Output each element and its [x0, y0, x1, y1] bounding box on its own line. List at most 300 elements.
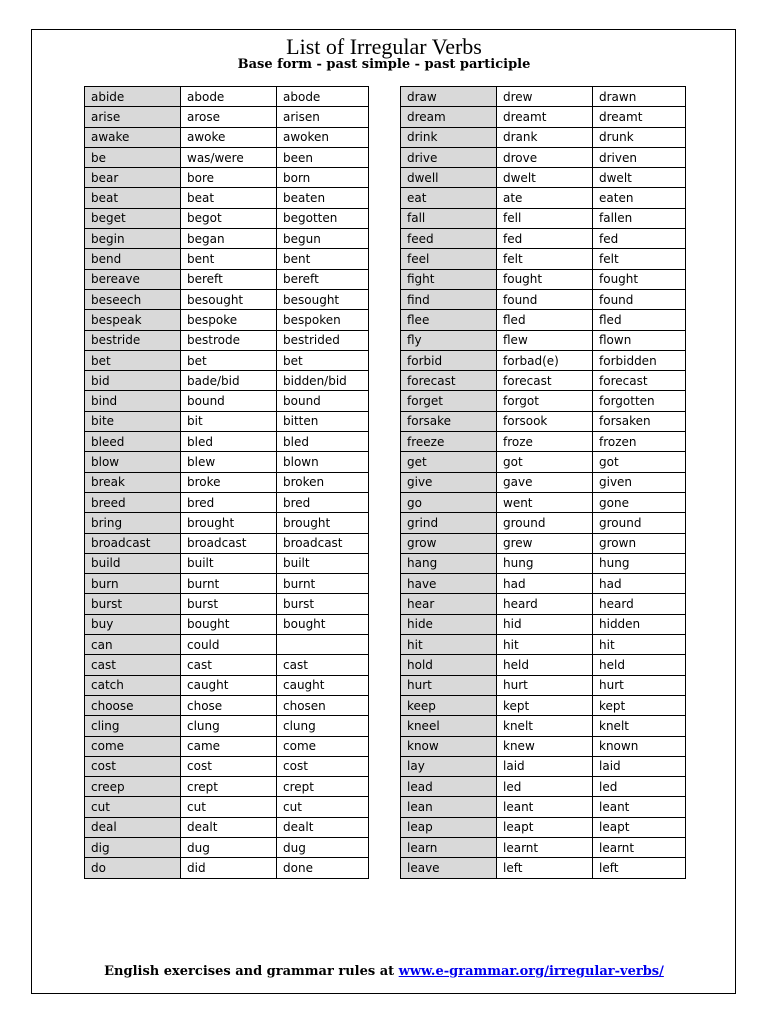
table-row [401, 168, 686, 188]
past-simple-cell: burnt [181, 574, 277, 594]
base-form-cell: leave [401, 858, 497, 878]
past-participle-cell: chosen [277, 695, 369, 715]
table-row [85, 533, 369, 553]
past-participle-cell: dealt [277, 817, 369, 837]
past-simple-cell: besought [181, 289, 277, 309]
past-simple-cell: knelt [497, 716, 593, 736]
past-participle-cell: leapt [593, 817, 686, 837]
past-simple-cell: hid [497, 614, 593, 634]
past-simple-cell: drove [497, 147, 593, 167]
base-form-cell: leap [401, 817, 497, 837]
table-row [401, 411, 686, 431]
past-participle-cell: besought [277, 289, 369, 309]
table-row [85, 513, 369, 533]
base-form-cell: lean [401, 797, 497, 817]
table-row [85, 635, 369, 655]
base-form-cell: eat [401, 188, 497, 208]
base-form-cell: cling [85, 716, 181, 736]
table-row [85, 837, 369, 857]
past-simple-cell: hit [497, 635, 593, 655]
table-row [401, 127, 686, 147]
base-form-cell: freeze [401, 432, 497, 452]
table-row [85, 330, 369, 350]
past-simple-cell: broadcast [181, 533, 277, 553]
past-participle-cell: dwelt [593, 168, 686, 188]
past-participle-cell: broken [277, 472, 369, 492]
base-form-cell: come [85, 736, 181, 756]
past-participle-cell: come [277, 736, 369, 756]
base-form-cell: fall [401, 208, 497, 228]
past-participle-cell: clung [277, 716, 369, 736]
past-simple-cell: forecast [497, 371, 593, 391]
base-form-cell: dwell [401, 168, 497, 188]
past-participle-cell: done [277, 858, 369, 878]
base-form-cell: hit [401, 635, 497, 655]
past-simple-cell: bent [181, 249, 277, 269]
past-simple-cell: heard [497, 594, 593, 614]
past-participle-cell: fed [593, 229, 686, 249]
table-row [401, 574, 686, 594]
past-participle-cell: built [277, 553, 369, 573]
past-participle-cell: frozen [593, 432, 686, 452]
table-row [401, 513, 686, 533]
past-participle-cell: drunk [593, 127, 686, 147]
table-row [401, 147, 686, 167]
past-simple-cell: ground [497, 513, 593, 533]
table-row [85, 777, 369, 797]
base-form-cell: forbid [401, 350, 497, 370]
table-row [85, 695, 369, 715]
base-form-cell: beget [85, 208, 181, 228]
past-simple-cell: fled [497, 310, 593, 330]
table-row [85, 675, 369, 695]
past-participle-cell: got [593, 452, 686, 472]
past-simple-cell: blew [181, 452, 277, 472]
base-form-cell: can [85, 635, 181, 655]
past-simple-cell: fed [497, 229, 593, 249]
table-row [401, 391, 686, 411]
past-participle-cell: bought [277, 614, 369, 634]
past-simple-cell: did [181, 858, 277, 878]
past-participle-cell: born [277, 168, 369, 188]
past-simple-cell: gave [497, 472, 593, 492]
footer-text: English exercises and grammar rules at [104, 964, 399, 979]
past-simple-cell: held [497, 655, 593, 675]
table-row [401, 614, 686, 634]
past-participle-cell: begun [277, 229, 369, 249]
past-participle-cell: forbidden [593, 350, 686, 370]
past-simple-cell: learnt [497, 837, 593, 857]
past-participle-cell: broadcast [277, 533, 369, 553]
past-participle-cell: leant [593, 797, 686, 817]
base-form-cell: flee [401, 310, 497, 330]
base-form-cell: hide [401, 614, 497, 634]
base-form-cell: be [85, 147, 181, 167]
past-simple-cell: hung [497, 553, 593, 573]
past-simple-cell: brought [181, 513, 277, 533]
table-row [401, 716, 686, 736]
past-simple-cell: built [181, 553, 277, 573]
past-simple-cell: burst [181, 594, 277, 614]
base-form-cell: hurt [401, 675, 497, 695]
table-row [85, 716, 369, 736]
past-simple-cell: bit [181, 411, 277, 431]
past-simple-cell: bereft [181, 269, 277, 289]
past-simple-cell: bade/bid [181, 371, 277, 391]
base-form-cell: bestride [85, 330, 181, 350]
table-row [85, 756, 369, 776]
past-participle-cell: eaten [593, 188, 686, 208]
base-form-cell: bleed [85, 432, 181, 452]
table-row [85, 87, 369, 107]
past-participle-cell: learnt [593, 837, 686, 857]
past-participle-cell: given [593, 472, 686, 492]
table-row [401, 837, 686, 857]
table-row [85, 411, 369, 431]
table-row [85, 452, 369, 472]
table-row [401, 472, 686, 492]
base-form-cell: give [401, 472, 497, 492]
base-form-cell: know [401, 736, 497, 756]
base-form-cell: arise [85, 107, 181, 127]
past-participle-cell: led [593, 777, 686, 797]
base-form-cell: choose [85, 695, 181, 715]
table-row [85, 472, 369, 492]
table-row [85, 289, 369, 309]
table-row [401, 797, 686, 817]
table-row [85, 858, 369, 878]
past-participle-cell: abode [277, 87, 369, 107]
past-participle-cell: heard [593, 594, 686, 614]
past-participle-cell: awoken [277, 127, 369, 147]
past-participle-cell: ground [593, 513, 686, 533]
past-participle-cell: held [593, 655, 686, 675]
past-simple-cell: dwelt [497, 168, 593, 188]
past-simple-cell: led [497, 777, 593, 797]
past-participle-cell: arisen [277, 107, 369, 127]
past-participle-cell: begotten [277, 208, 369, 228]
table-row [401, 350, 686, 370]
past-simple-cell: cast [181, 655, 277, 675]
base-form-cell: burst [85, 594, 181, 614]
table-row [401, 492, 686, 512]
past-participle-cell: brought [277, 513, 369, 533]
past-simple-cell: dreamt [497, 107, 593, 127]
table-row [85, 188, 369, 208]
page-title: List of Irregular Verbs [286, 34, 482, 59]
past-simple-cell: had [497, 574, 593, 594]
past-participle-cell: cut [277, 797, 369, 817]
past-simple-cell: bought [181, 614, 277, 634]
past-simple-cell: dug [181, 837, 277, 857]
base-form-cell: abide [85, 87, 181, 107]
past-participle-cell: fled [593, 310, 686, 330]
past-participle-cell: dreamt [593, 107, 686, 127]
past-simple-cell: fought [497, 269, 593, 289]
past-participle-cell: blown [277, 452, 369, 472]
base-form-cell: begin [85, 229, 181, 249]
table-row [85, 817, 369, 837]
past-participle-cell: hurt [593, 675, 686, 695]
base-form-cell: creep [85, 777, 181, 797]
past-participle-cell [277, 635, 369, 655]
base-form-cell: find [401, 289, 497, 309]
past-participle-cell: driven [593, 147, 686, 167]
table-row [85, 107, 369, 127]
past-simple-cell: forgot [497, 391, 593, 411]
table-row [401, 289, 686, 309]
table-row [401, 249, 686, 269]
past-simple-cell: ate [497, 188, 593, 208]
base-form-cell: grow [401, 533, 497, 553]
past-simple-cell: froze [497, 432, 593, 452]
base-form-cell: kneel [401, 716, 497, 736]
table-row [85, 391, 369, 411]
table-row [401, 371, 686, 391]
past-simple-cell: laid [497, 756, 593, 776]
past-simple-cell: left [497, 858, 593, 878]
table-row [401, 655, 686, 675]
past-simple-cell: dealt [181, 817, 277, 837]
past-simple-cell: bound [181, 391, 277, 411]
base-form-cell: broadcast [85, 533, 181, 553]
past-participle-cell: cast [277, 655, 369, 675]
past-participle-cell: bespoken [277, 310, 369, 330]
table-row [401, 736, 686, 756]
base-form-cell: forecast [401, 371, 497, 391]
past-participle-cell: bestrided [277, 330, 369, 350]
past-participle-cell: burnt [277, 574, 369, 594]
base-form-cell: dig [85, 837, 181, 857]
past-participle-cell: bled [277, 432, 369, 452]
base-form-cell: beseech [85, 289, 181, 309]
past-participle-cell: knelt [593, 716, 686, 736]
past-simple-cell: arose [181, 107, 277, 127]
past-simple-cell: was/were [181, 147, 277, 167]
past-participle-cell: known [593, 736, 686, 756]
base-form-cell: grind [401, 513, 497, 533]
past-simple-cell: bespoke [181, 310, 277, 330]
base-form-cell: bind [85, 391, 181, 411]
base-form-cell: cast [85, 655, 181, 675]
base-form-cell: hang [401, 553, 497, 573]
past-simple-cell: begot [181, 208, 277, 228]
base-form-cell: draw [401, 87, 497, 107]
past-simple-cell: went [497, 492, 593, 512]
past-participle-cell: beaten [277, 188, 369, 208]
table-row [401, 432, 686, 452]
base-form-cell: bear [85, 168, 181, 188]
past-simple-cell: broke [181, 472, 277, 492]
base-form-cell: learn [401, 837, 497, 857]
table-row [85, 492, 369, 512]
table-row [401, 330, 686, 350]
base-form-cell: get [401, 452, 497, 472]
verb-table-left [84, 86, 369, 879]
table-row [401, 756, 686, 776]
table-row [401, 452, 686, 472]
base-form-cell: fight [401, 269, 497, 289]
past-participle-cell: gone [593, 492, 686, 512]
page-footer [0, 964, 768, 979]
table-row [85, 574, 369, 594]
table-row [401, 533, 686, 553]
table-row [401, 553, 686, 573]
past-simple-cell: kept [497, 695, 593, 715]
table-row [401, 594, 686, 614]
base-form-cell: build [85, 553, 181, 573]
past-simple-cell: leant [497, 797, 593, 817]
base-form-cell: bet [85, 350, 181, 370]
table-row [85, 310, 369, 330]
base-form-cell: lay [401, 756, 497, 776]
table-row [401, 208, 686, 228]
table-row [85, 432, 369, 452]
past-simple-cell: bestrode [181, 330, 277, 350]
table-row [401, 777, 686, 797]
past-participle-cell: forgotten [593, 391, 686, 411]
past-simple-cell: grew [497, 533, 593, 553]
table-row [85, 127, 369, 147]
base-form-cell: awake [85, 127, 181, 147]
base-form-cell: keep [401, 695, 497, 715]
past-simple-cell: bred [181, 492, 277, 512]
base-form-cell: deal [85, 817, 181, 837]
past-participle-cell: dug [277, 837, 369, 857]
past-simple-cell: began [181, 229, 277, 249]
table-row [401, 188, 686, 208]
past-simple-cell: drank [497, 127, 593, 147]
table-row [85, 229, 369, 249]
past-simple-cell: forsook [497, 411, 593, 431]
base-form-cell: breed [85, 492, 181, 512]
past-participle-cell: laid [593, 756, 686, 776]
base-form-cell: blow [85, 452, 181, 472]
past-participle-cell: caught [277, 675, 369, 695]
footer-link[interactable]: www.e-grammar.org/irregular-verbs/ [398, 964, 664, 979]
past-participle-cell: felt [593, 249, 686, 269]
past-simple-cell: caught [181, 675, 277, 695]
past-simple-cell: forbad(e) [497, 350, 593, 370]
past-simple-cell: could [181, 635, 277, 655]
past-simple-cell: leapt [497, 817, 593, 837]
table-row [401, 229, 686, 249]
past-participle-cell: grown [593, 533, 686, 553]
base-form-cell: burn [85, 574, 181, 594]
past-simple-cell: bore [181, 168, 277, 188]
base-form-cell: drive [401, 147, 497, 167]
table-row [401, 269, 686, 289]
base-form-cell: bid [85, 371, 181, 391]
table-row [85, 736, 369, 756]
base-form-cell: forsake [401, 411, 497, 431]
table-row [85, 350, 369, 370]
table-row [85, 655, 369, 675]
past-participle-cell: hidden [593, 614, 686, 634]
base-form-cell: have [401, 574, 497, 594]
past-participle-cell: flown [593, 330, 686, 350]
table-row [401, 858, 686, 878]
past-participle-cell: hung [593, 553, 686, 573]
past-simple-cell: cost [181, 756, 277, 776]
base-form-cell: bend [85, 249, 181, 269]
past-participle-cell: forecast [593, 371, 686, 391]
past-participle-cell: been [277, 147, 369, 167]
past-participle-cell: left [593, 858, 686, 878]
base-form-cell: lead [401, 777, 497, 797]
past-simple-cell: chose [181, 695, 277, 715]
past-simple-cell: abode [181, 87, 277, 107]
table-row [85, 208, 369, 228]
table-row [85, 614, 369, 634]
past-participle-cell: bet [277, 350, 369, 370]
past-participle-cell: crept [277, 777, 369, 797]
table-row [85, 594, 369, 614]
base-form-cell: cost [85, 756, 181, 776]
past-simple-cell: hurt [497, 675, 593, 695]
past-simple-cell: bet [181, 350, 277, 370]
base-form-cell: bring [85, 513, 181, 533]
base-form-cell: hear [401, 594, 497, 614]
past-participle-cell: bidden/bid [277, 371, 369, 391]
table-row [85, 249, 369, 269]
base-form-cell: cut [85, 797, 181, 817]
base-form-cell: catch [85, 675, 181, 695]
past-participle-cell: bred [277, 492, 369, 512]
past-participle-cell: had [593, 574, 686, 594]
past-simple-cell: flew [497, 330, 593, 350]
base-form-cell: go [401, 492, 497, 512]
past-simple-cell: knew [497, 736, 593, 756]
past-simple-cell: cut [181, 797, 277, 817]
past-simple-cell: got [497, 452, 593, 472]
table-row [85, 797, 369, 817]
past-participle-cell: cost [277, 756, 369, 776]
past-simple-cell: clung [181, 716, 277, 736]
table-row [85, 168, 369, 188]
table-row [401, 635, 686, 655]
past-participle-cell: fallen [593, 208, 686, 228]
past-participle-cell: hit [593, 635, 686, 655]
past-participle-cell: bent [277, 249, 369, 269]
base-form-cell: do [85, 858, 181, 878]
past-simple-cell: felt [497, 249, 593, 269]
table-row [401, 310, 686, 330]
past-participle-cell: drawn [593, 87, 686, 107]
table-row [85, 147, 369, 167]
past-simple-cell: found [497, 289, 593, 309]
table-row [401, 695, 686, 715]
past-participle-cell: forsaken [593, 411, 686, 431]
base-form-cell: feed [401, 229, 497, 249]
base-form-cell: break [85, 472, 181, 492]
past-simple-cell: beat [181, 188, 277, 208]
base-form-cell: forget [401, 391, 497, 411]
past-participle-cell: bound [277, 391, 369, 411]
table-row [85, 269, 369, 289]
table-row [401, 87, 686, 107]
base-form-cell: hold [401, 655, 497, 675]
past-simple-cell: awoke [181, 127, 277, 147]
table-row [401, 817, 686, 837]
base-form-cell: bereave [85, 269, 181, 289]
past-participle-cell: kept [593, 695, 686, 715]
base-form-cell: bite [85, 411, 181, 431]
past-simple-cell: bled [181, 432, 277, 452]
table-row [401, 675, 686, 695]
past-participle-cell: burst [277, 594, 369, 614]
past-simple-cell: drew [497, 87, 593, 107]
